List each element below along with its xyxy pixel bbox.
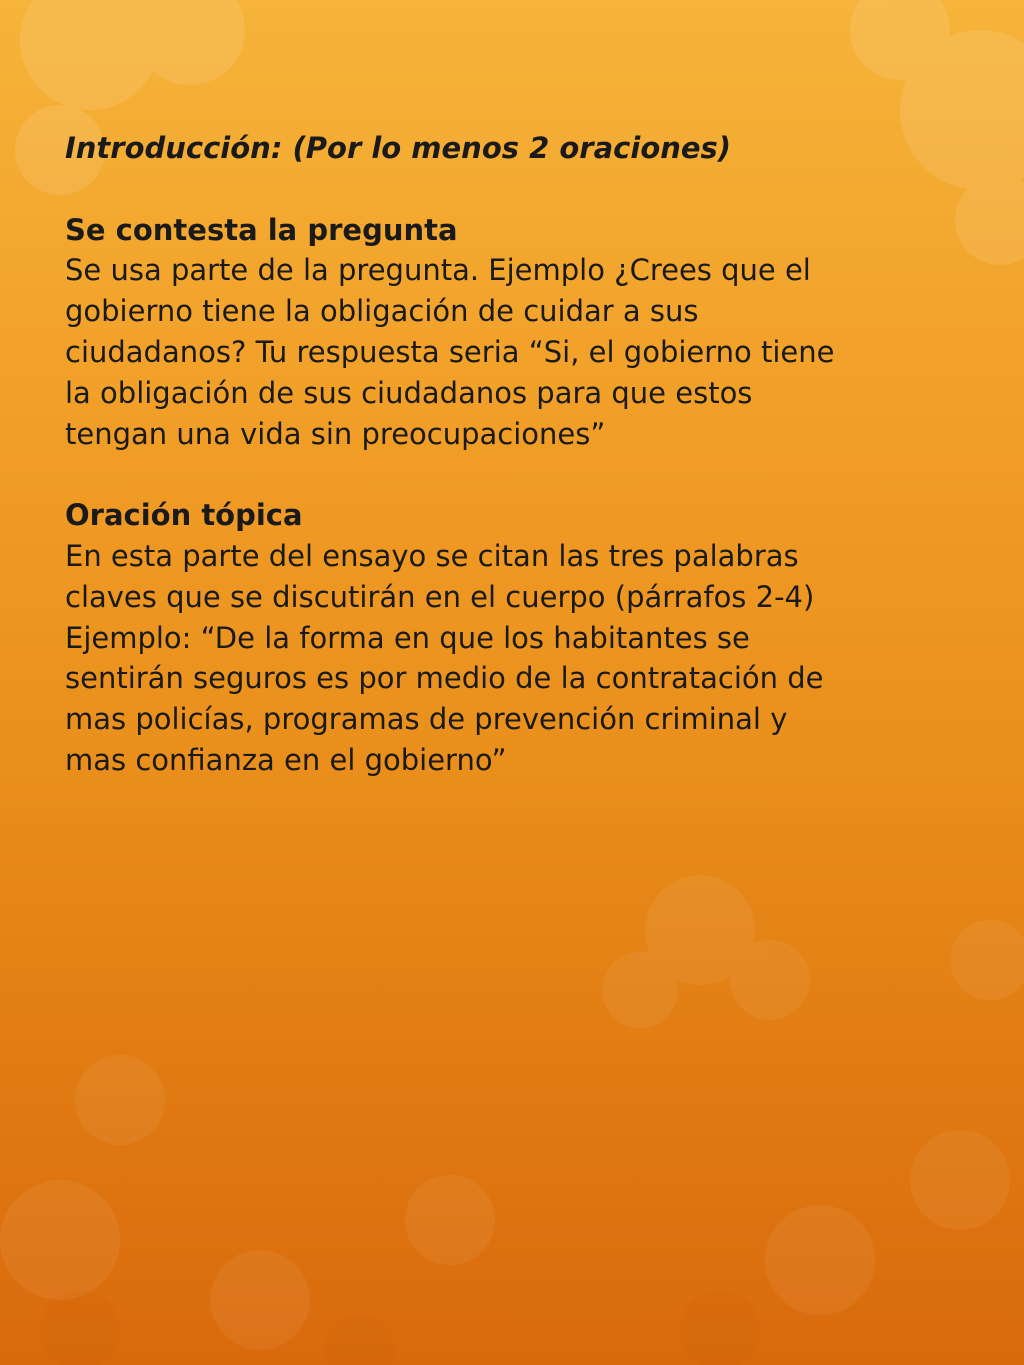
- section-heading-contesta: Se contesta la pregunta: [65, 212, 458, 247]
- section-heading-oracion-topica: Oración tópica: [65, 498, 303, 533]
- section-line: Se usa parte de la pregunta. Ejemplo ¿Crees que el: [65, 253, 811, 288]
- section-line: Ejemplo: “De la forma en que los habitantes se: [65, 620, 750, 655]
- section-line: tengan una vida sin preocupaciones”: [65, 416, 606, 451]
- slide-title: Introducción: (Por lo menos 2 oraciones): [65, 131, 732, 165]
- section-line: En esta parte del ensayo se citan las tres palabras: [65, 538, 799, 573]
- section-line: ciudadanos? Tu respuesta seria “Si, el gobierno tiene: [65, 334, 835, 369]
- spacer: [65, 454, 965, 495]
- section-line: mas confianza en el gobierno”: [65, 742, 507, 777]
- slide-body: [65, 128, 965, 781]
- section-line: la obligación de sus ciudadanos para que estos: [65, 375, 753, 410]
- section-line: sentirán seguros es por medio de la contratación de: [65, 661, 824, 696]
- section-line: claves que se discutirán en el cuerpo (párrafos 2-4): [65, 579, 815, 614]
- section-line: mas policías, programas de prevención criminal y: [65, 702, 788, 737]
- spacer: [65, 169, 965, 210]
- section-line: gobierno tiene la obligación de cuidar a sus: [65, 294, 699, 329]
